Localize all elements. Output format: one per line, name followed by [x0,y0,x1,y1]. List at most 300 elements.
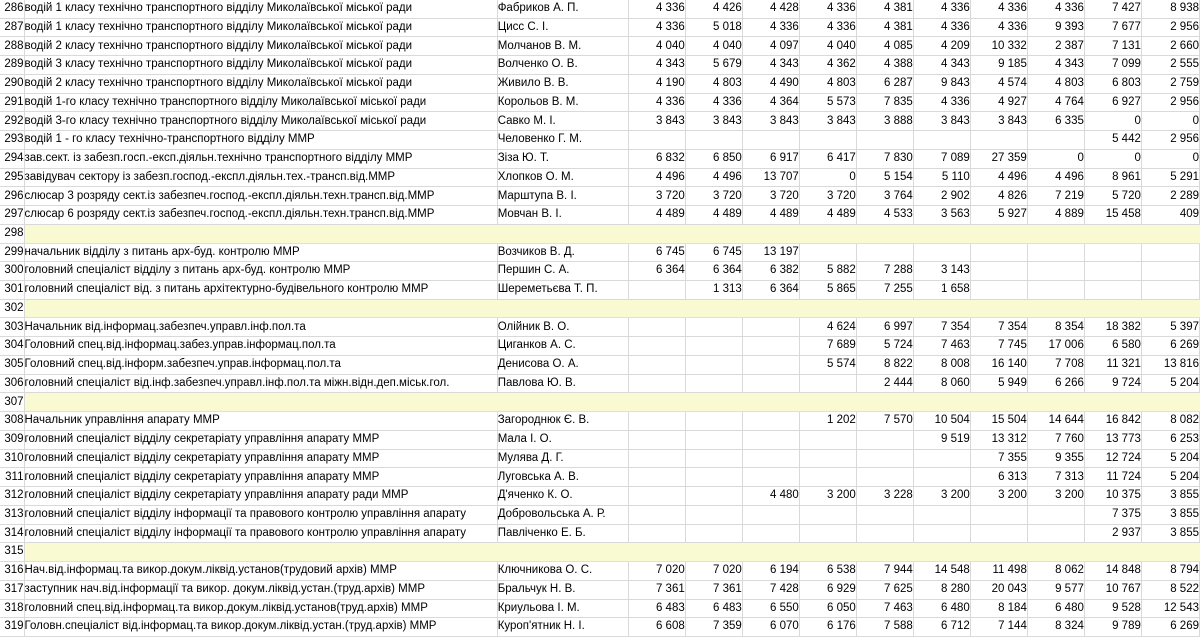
value-cell[interactable]: 8 280 [913,580,970,599]
value-cell[interactable]: 4 343 [913,56,970,75]
row-header-cell[interactable]: 312 [0,487,24,506]
value-cell[interactable]: 4 496 [628,168,685,187]
value-cell[interactable]: 4 040 [685,37,742,56]
value-cell[interactable]: 2 937 [1084,524,1141,543]
job-title-cell[interactable]: Начальник від.інформац.забезпеч.управл.інф.пол.та [24,318,497,337]
value-cell[interactable]: 4 764 [1027,93,1084,112]
job-title-cell[interactable]: водій 1 - го класу технічно-транспортного відділу ММР [24,131,497,150]
value-cell[interactable]: 6 803 [1084,74,1141,93]
value-cell[interactable]: 1 313 [685,281,742,300]
value-cell[interactable]: 7 835 [856,93,913,112]
person-name-cell[interactable]: Зіза Ю. Т. [497,149,628,168]
value-cell[interactable] [628,318,685,337]
value-cell[interactable] [913,131,970,150]
value-cell[interactable] [628,374,685,393]
value-cell[interactable]: 5 949 [970,374,1027,393]
value-cell[interactable]: 4 336 [685,93,742,112]
value-cell[interactable] [970,281,1027,300]
value-cell[interactable]: 4 533 [856,206,913,225]
job-title-cell[interactable]: Головний спец.від.інформац.забез.управ.інформац.пол.та [24,337,497,356]
value-cell[interactable]: 4 364 [742,93,799,112]
value-cell[interactable]: 5 442 [1084,131,1141,150]
value-cell[interactable]: 3 888 [856,112,913,131]
value-cell[interactable]: 2 902 [913,187,970,206]
job-title-cell[interactable]: Нач.від.інформац.та викор.докум.ліквід.установ(трудовий архів) ММР [24,562,497,581]
value-cell[interactable] [1027,262,1084,281]
value-cell[interactable]: 10 504 [913,412,970,431]
value-cell[interactable] [856,505,913,524]
value-cell[interactable]: 4 489 [685,206,742,225]
value-cell[interactable]: 7 144 [970,618,1027,637]
value-cell[interactable]: 1 202 [799,412,856,431]
value-cell[interactable]: 2 956 [1141,93,1199,112]
value-cell[interactable]: 5 291 [1141,168,1199,187]
value-cell[interactable]: 4 803 [1027,74,1084,93]
value-cell[interactable]: 4 927 [970,93,1027,112]
value-cell[interactable]: 3 843 [628,112,685,131]
value-cell[interactable]: 2 387 [1027,37,1084,56]
value-cell[interactable]: 7 463 [856,599,913,618]
value-cell[interactable]: 4 826 [970,187,1027,206]
value-cell[interactable]: 3 563 [913,206,970,225]
value-cell[interactable]: 20 043 [970,580,1027,599]
row-header-cell[interactable]: 315 [0,543,24,562]
value-cell[interactable]: 6 832 [628,149,685,168]
value-cell[interactable]: 13 197 [742,243,799,262]
value-cell[interactable] [799,505,856,524]
person-name-cell[interactable]: Луговська А. В. [497,468,628,487]
value-cell[interactable]: 7 375 [1084,505,1141,524]
person-name-cell[interactable]: Денисова О. А. [497,355,628,374]
person-name-cell[interactable]: Савко М. І. [497,112,628,131]
value-cell[interactable]: 7 760 [1027,430,1084,449]
value-cell[interactable]: 7 288 [856,262,913,281]
value-cell[interactable] [856,449,913,468]
value-cell[interactable]: 16 842 [1084,412,1141,431]
person-name-cell[interactable]: Марштупа В. І. [497,187,628,206]
row-header-cell[interactable]: 289 [0,56,24,75]
person-name-cell[interactable]: Криульова І. М. [497,599,628,618]
value-cell[interactable]: 4 336 [628,93,685,112]
row-header-cell[interactable]: 286 [0,0,24,18]
value-cell[interactable] [1027,243,1084,262]
value-cell[interactable]: 3 720 [742,187,799,206]
value-cell[interactable]: 7 830 [856,149,913,168]
person-name-cell[interactable]: Живило В. В. [497,74,628,93]
value-cell[interactable]: 5 204 [1141,468,1199,487]
value-cell[interactable]: 6 850 [685,149,742,168]
value-cell[interactable]: 8 082 [1141,412,1199,431]
value-cell[interactable]: 13 816 [1141,355,1199,374]
value-cell[interactable] [628,505,685,524]
value-cell[interactable]: 3 855 [1141,524,1199,543]
row-header-cell[interactable]: 301 [0,281,24,300]
job-title-cell[interactable]: начальник відділу з питань арх-буд. контролю ММР [24,243,497,262]
value-cell[interactable]: 4 496 [970,168,1027,187]
value-cell[interactable]: 4 336 [799,0,856,18]
value-cell[interactable]: 6 480 [1027,599,1084,618]
value-cell[interactable]: 8 961 [1084,168,1141,187]
value-cell[interactable]: 4 336 [913,0,970,18]
value-cell[interactable]: 14 644 [1027,412,1084,431]
person-name-cell[interactable]: Добровольська А. Р. [497,505,628,524]
value-cell[interactable]: 4 336 [1027,0,1084,18]
value-cell[interactable]: 13 312 [970,430,1027,449]
value-cell[interactable]: 7 361 [628,580,685,599]
row-header-cell[interactable]: 299 [0,243,24,262]
value-cell[interactable] [913,524,970,543]
job-title-cell[interactable]: Начальник управління апарату ММР [24,412,497,431]
row-header-cell[interactable]: 303 [0,318,24,337]
value-cell[interactable]: 4 362 [799,56,856,75]
value-cell[interactable]: 3 720 [685,187,742,206]
value-cell[interactable]: 8 354 [1027,318,1084,337]
value-cell[interactable]: 3 843 [742,112,799,131]
value-cell[interactable]: 6 364 [742,281,799,300]
value-cell[interactable]: 6 745 [628,243,685,262]
value-cell[interactable]: 6 929 [799,580,856,599]
value-cell[interactable] [913,243,970,262]
value-cell[interactable] [742,131,799,150]
value-cell[interactable]: 4 343 [742,56,799,75]
value-cell[interactable]: 9 843 [913,74,970,93]
value-cell[interactable]: 6 538 [799,562,856,581]
value-cell[interactable]: 6 712 [913,618,970,637]
value-cell[interactable]: 4 040 [799,37,856,56]
value-cell[interactable]: 7 219 [1027,187,1084,206]
row-header-cell[interactable]: 304 [0,337,24,356]
person-name-cell[interactable]: Мала І. О. [497,430,628,449]
value-cell[interactable] [970,243,1027,262]
value-cell[interactable] [685,131,742,150]
value-cell[interactable]: 7 255 [856,281,913,300]
value-cell[interactable]: 6 266 [1027,374,1084,393]
value-cell[interactable] [1084,262,1141,281]
value-cell[interactable]: 8 184 [970,599,1027,618]
value-cell[interactable]: 4 343 [1027,56,1084,75]
value-cell[interactable]: 6 194 [742,562,799,581]
value-cell[interactable]: 3 843 [799,112,856,131]
value-cell[interactable] [685,449,742,468]
value-cell[interactable]: 8 938 [1141,0,1199,18]
value-cell[interactable]: 9 528 [1084,599,1141,618]
value-cell[interactable]: 4 336 [742,18,799,37]
value-cell[interactable]: 6 287 [856,74,913,93]
value-cell[interactable]: 8 822 [856,355,913,374]
value-cell[interactable] [970,524,1027,543]
value-cell[interactable]: 4 803 [685,74,742,93]
value-cell[interactable] [1141,262,1199,281]
value-cell[interactable]: 16 140 [970,355,1027,374]
value-cell[interactable]: 7 428 [742,580,799,599]
value-cell[interactable] [799,131,856,150]
value-cell[interactable] [1084,281,1141,300]
value-cell[interactable]: 3 720 [799,187,856,206]
person-name-cell[interactable]: Бральчук Н. В. [497,580,628,599]
value-cell[interactable]: 6 745 [685,243,742,262]
value-cell[interactable]: 7 689 [799,337,856,356]
value-cell[interactable]: 9 393 [1027,18,1084,37]
value-cell[interactable]: 4 574 [970,74,1027,93]
value-cell[interactable] [742,430,799,449]
value-cell[interactable] [685,487,742,506]
person-name-cell[interactable]: Д'яченко К. О. [497,487,628,506]
highlight-row-cell[interactable] [24,393,1200,412]
row-header-cell[interactable]: 292 [0,112,24,131]
job-title-cell[interactable]: водій 1 класу технічно транспортного відділу Миколаївської міської ради [24,0,497,18]
value-cell[interactable] [628,281,685,300]
person-name-cell[interactable]: Волченко О. В. [497,56,628,75]
value-cell[interactable] [685,468,742,487]
value-cell[interactable]: 2 289 [1141,187,1199,206]
value-cell[interactable]: 0 [1027,149,1084,168]
value-cell[interactable]: 6 608 [628,618,685,637]
row-header-cell[interactable]: 305 [0,355,24,374]
row-header-cell[interactable]: 306 [0,374,24,393]
value-cell[interactable]: 7 020 [685,562,742,581]
value-cell[interactable]: 4 803 [799,74,856,93]
value-cell[interactable]: 4 496 [1027,168,1084,187]
value-cell[interactable] [628,487,685,506]
value-cell[interactable]: 4 336 [970,0,1027,18]
value-cell[interactable]: 3 720 [628,187,685,206]
value-cell[interactable] [628,449,685,468]
value-cell[interactable]: 9 519 [913,430,970,449]
row-header-cell[interactable]: 314 [0,524,24,543]
value-cell[interactable]: 2 956 [1141,131,1199,150]
value-cell[interactable]: 2 444 [856,374,913,393]
value-cell[interactable] [628,468,685,487]
value-cell[interactable]: 3 228 [856,487,913,506]
value-cell[interactable]: 6 483 [628,599,685,618]
value-cell[interactable]: 6 313 [970,468,1027,487]
value-cell[interactable] [913,468,970,487]
value-cell[interactable]: 0 [1084,112,1141,131]
job-title-cell[interactable]: водій 2 класу технічно транспортного відділу Миколаївської міської ради [24,37,497,56]
value-cell[interactable]: 7 745 [970,337,1027,356]
value-cell[interactable] [742,524,799,543]
value-cell[interactable]: 4 085 [856,37,913,56]
row-header-cell[interactable]: 296 [0,187,24,206]
value-cell[interactable]: 5 865 [799,281,856,300]
row-header-cell[interactable]: 317 [0,580,24,599]
job-title-cell[interactable]: водій 2 класу технічно транспортного відділу Миколаївської міської ради [24,74,497,93]
value-cell[interactable]: 5 154 [856,168,913,187]
value-cell[interactable]: 7 588 [856,618,913,637]
person-name-cell[interactable]: Мовчан В. І. [497,206,628,225]
row-header-cell[interactable]: 291 [0,93,24,112]
value-cell[interactable] [1141,243,1199,262]
person-name-cell[interactable]: Хлопков О. М. [497,168,628,187]
value-cell[interactable]: 6 382 [742,262,799,281]
value-cell[interactable]: 4 489 [628,206,685,225]
row-header-cell[interactable]: 300 [0,262,24,281]
row-header-cell[interactable]: 288 [0,37,24,56]
value-cell[interactable] [970,131,1027,150]
job-title-cell[interactable]: Головн.спеціаліст від.інформац.та викор.докум.ліквід.устан.(труд.архів) ММР [24,618,497,637]
value-cell[interactable]: 4 624 [799,318,856,337]
value-cell[interactable]: 9 724 [1084,374,1141,393]
job-title-cell[interactable]: головний спеціаліст відділу секретаріату управління апарату ММР [24,449,497,468]
value-cell[interactable] [742,449,799,468]
value-cell[interactable] [799,468,856,487]
value-cell[interactable] [742,468,799,487]
value-cell[interactable] [799,524,856,543]
row-header-cell[interactable]: 298 [0,224,24,243]
value-cell[interactable]: 0 [1141,112,1199,131]
person-name-cell[interactable]: Корольов В. М. [497,93,628,112]
value-cell[interactable]: 13 707 [742,168,799,187]
value-cell[interactable]: 0 [1141,149,1199,168]
job-title-cell[interactable]: слюсар 3 розряду сект.із забезпеч.господ.-експл.діяльн.техн.трансп.від.ММР [24,187,497,206]
row-header-cell[interactable]: 318 [0,599,24,618]
value-cell[interactable] [913,505,970,524]
value-cell[interactable] [742,412,799,431]
job-title-cell[interactable]: головний спеціаліст відділу секретаріату управління апарату ради ММР [24,487,497,506]
value-cell[interactable]: 10 767 [1084,580,1141,599]
value-cell[interactable] [1027,524,1084,543]
value-cell[interactable]: 5 204 [1141,374,1199,393]
person-name-cell[interactable]: Человенко Г. М. [497,131,628,150]
value-cell[interactable]: 4 388 [856,56,913,75]
value-cell[interactable] [628,355,685,374]
value-cell[interactable]: 2 759 [1141,74,1199,93]
value-cell[interactable]: 4 040 [628,37,685,56]
value-cell[interactable]: 7 677 [1084,18,1141,37]
value-cell[interactable]: 7 131 [1084,37,1141,56]
person-name-cell[interactable]: Загороднюк Є. В. [497,412,628,431]
person-name-cell[interactable]: Куроп'ятник Н. І. [497,618,628,637]
value-cell[interactable]: 8 794 [1141,562,1199,581]
value-cell[interactable] [856,524,913,543]
value-cell[interactable] [913,449,970,468]
row-header-cell[interactable]: 311 [0,468,24,487]
highlight-row-cell[interactable] [24,224,1200,243]
row-header-cell[interactable]: 295 [0,168,24,187]
value-cell[interactable]: 3 843 [913,112,970,131]
value-cell[interactable]: 6 070 [742,618,799,637]
value-cell[interactable]: 17 006 [1027,337,1084,356]
value-cell[interactable] [856,468,913,487]
value-cell[interactable]: 4 336 [628,18,685,37]
value-cell[interactable] [1027,281,1084,300]
value-cell[interactable]: 7 944 [856,562,913,581]
value-cell[interactable] [685,412,742,431]
row-header-cell[interactable]: 319 [0,618,24,637]
value-cell[interactable]: 5 720 [1084,187,1141,206]
value-cell[interactable]: 7 708 [1027,355,1084,374]
value-cell[interactable]: 4 381 [856,0,913,18]
value-cell[interactable] [856,243,913,262]
value-cell[interactable]: 4 496 [685,168,742,187]
job-title-cell[interactable]: головний спеціаліст відділу інформації та правового контролю управління апарату [24,505,497,524]
value-cell[interactable]: 3 843 [970,112,1027,131]
highlight-row-cell[interactable] [24,299,1200,318]
job-title-cell[interactable]: Головний спец.від.інформ.забезпеч.управ.інформац.пол.та [24,355,497,374]
value-cell[interactable]: 409 [1141,206,1199,225]
value-cell[interactable]: 3 200 [1027,487,1084,506]
person-name-cell[interactable]: Мулява Д. Г. [497,449,628,468]
value-cell[interactable]: 9 577 [1027,580,1084,599]
value-cell[interactable] [685,318,742,337]
row-header-cell[interactable]: 313 [0,505,24,524]
value-cell[interactable]: 3 200 [913,487,970,506]
value-cell[interactable] [799,374,856,393]
value-cell[interactable]: 3 843 [685,112,742,131]
value-cell[interactable]: 6 917 [742,149,799,168]
value-cell[interactable]: 5 724 [856,337,913,356]
value-cell[interactable]: 11 724 [1084,468,1141,487]
value-cell[interactable]: 5 110 [913,168,970,187]
person-name-cell[interactable]: Фабриков А. П. [497,0,628,18]
value-cell[interactable]: 3 143 [913,262,970,281]
person-name-cell[interactable]: Возчиков В. Д. [497,243,628,262]
value-cell[interactable] [685,524,742,543]
value-cell[interactable]: 5 882 [799,262,856,281]
row-header-cell[interactable]: 290 [0,74,24,93]
value-cell[interactable]: 7 354 [970,318,1027,337]
row-header-cell[interactable]: 297 [0,206,24,225]
value-cell[interactable]: 10 375 [1084,487,1141,506]
value-cell[interactable] [1027,505,1084,524]
value-cell[interactable] [799,243,856,262]
value-cell[interactable]: 3 200 [970,487,1027,506]
person-name-cell[interactable]: Шереметьєва Т. П. [497,281,628,300]
row-header-cell[interactable]: 316 [0,562,24,581]
value-cell[interactable]: 4 428 [742,0,799,18]
value-cell[interactable]: 2 660 [1141,37,1199,56]
value-cell[interactable]: 9 789 [1084,618,1141,637]
value-cell[interactable]: 4 209 [913,37,970,56]
job-title-cell[interactable]: водій 3 класу технічно транспортного відділу Миколаївської міської ради [24,56,497,75]
value-cell[interactable] [856,131,913,150]
value-cell[interactable] [628,412,685,431]
value-cell[interactable] [1141,281,1199,300]
job-title-cell[interactable]: водій 1 класу технічно транспортного відділу Миколаївської міської ради [24,18,497,37]
value-cell[interactable]: 3 200 [799,487,856,506]
row-header-cell[interactable]: 302 [0,299,24,318]
value-cell[interactable]: 15 504 [970,412,1027,431]
value-cell[interactable] [628,524,685,543]
person-name-cell[interactable]: Павліченко Е. Б. [497,524,628,543]
value-cell[interactable] [628,131,685,150]
value-cell[interactable]: 4 336 [970,18,1027,37]
value-cell[interactable] [685,374,742,393]
value-cell[interactable]: 27 359 [970,149,1027,168]
value-cell[interactable]: 12 543 [1141,599,1199,618]
value-cell[interactable] [685,355,742,374]
job-title-cell[interactable]: головний спеціаліст відділу з питань арх-буд. контролю ММР [24,262,497,281]
value-cell[interactable]: 7 625 [856,580,913,599]
row-header-cell[interactable]: 307 [0,393,24,412]
person-name-cell[interactable]: Першин С. А. [497,262,628,281]
value-cell[interactable]: 6 927 [1084,93,1141,112]
value-cell[interactable]: 4 489 [742,206,799,225]
value-cell[interactable]: 13 773 [1084,430,1141,449]
value-cell[interactable]: 7 020 [628,562,685,581]
value-cell[interactable]: 6 364 [628,262,685,281]
value-cell[interactable]: 5 573 [799,93,856,112]
job-title-cell[interactable]: головний спец.від.інформац.та викор.докум.ліквід.установ(труд.архів) ММР [24,599,497,618]
job-title-cell[interactable]: головний спеціаліст від.інф.забезпеч.управл.інф.пол.та міжн.відн.деп.міськ.гол. [24,374,497,393]
value-cell[interactable]: 4 336 [913,93,970,112]
value-cell[interactable] [856,430,913,449]
value-cell[interactable]: 1 658 [913,281,970,300]
value-cell[interactable]: 0 [799,168,856,187]
value-cell[interactable]: 6 480 [913,599,970,618]
value-cell[interactable]: 4 889 [1027,206,1084,225]
value-cell[interactable]: 7 463 [913,337,970,356]
